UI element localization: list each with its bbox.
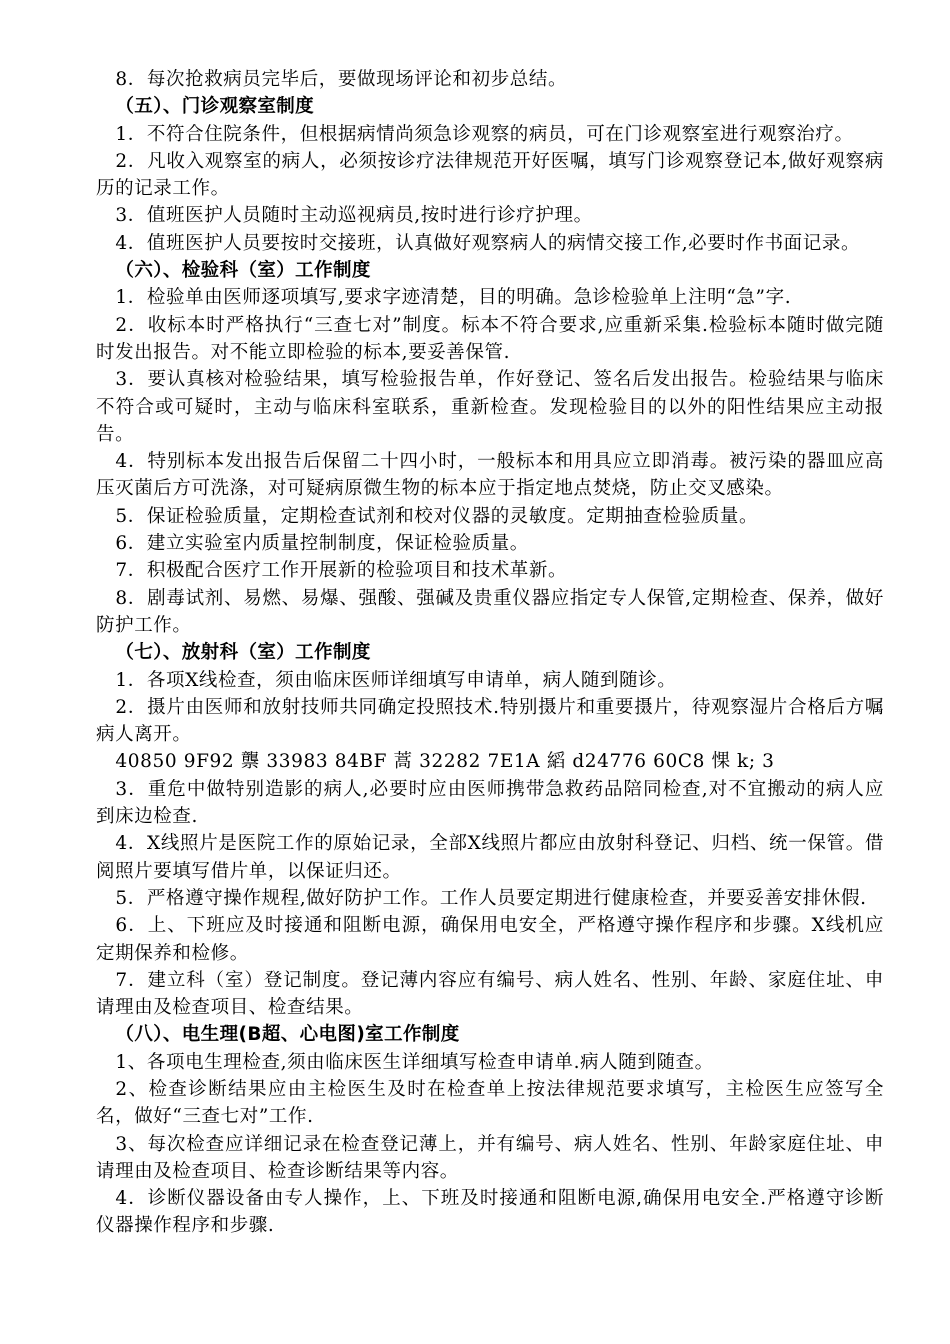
paragraph-radiology-1: 1．各项X线检查，须由临床医师详细填写申请单，病人随到随诊。 (115, 669, 677, 691)
paragraph-radiology-2: 2．摄片由医师和放射技师共同确定投照技术.特别摄片和重要摄片，待观察湿片合格后方嘱病人离开。 (96, 696, 884, 746)
paragraph-electro-2: 2、检查诊断结果应由主检医生及时在检查单上按法律规范要求填写，主检医生应签写全名，做好“三查七对”工作. (96, 1078, 884, 1128)
paragraph-radiology-4: 4．X线照片是医院工作的原始记录，全部X线照片都应由放射科登记、归档、统一保管。借阅照片要填写借片单，以保证归还。 (96, 833, 884, 882)
paragraph-observation-2: 2．凡收入观察室的病人，必须按诊疗法律规范开好医嘱，填写门诊观察登记本,做好观察病历的记录工作。 (96, 150, 884, 200)
paragraph-radiology-6: 6．上、下班应及时接通和阻断电源，确保用电安全，严格遵守操作程序和步骤。X线机应定期保养和检修。 (96, 915, 884, 964)
paragraph-lab-2: 2．收标本时严格执行“三查七对”制度。标本不符合要求,应重新采集.检验标本随时做完随时发出报告。对不能立即检验的标本,要妥善保管. (96, 314, 884, 363)
paragraph-radiology-7: 7．建立科（室）登记制度。登记薄内容应有编号、病人姓名、性别、年龄、家庭住址、申请理由及检查项目、检查结果。 (96, 969, 884, 1019)
paragraph-radiology-3: 3．重危中做特别造影的病人,必要时应由医师携带急救药品陪同检查,对不宜搬动的病人应到床边检查. (96, 778, 884, 828)
paragraph-observation-1: 1．不符合住院条件，但根据病情尚须急诊观察的病员，可在门诊观察室进行观察治疗。 (115, 123, 854, 145)
paragraph-lab-3: 3．要认真核对检验结果，填写检验报告单，作好登记、签名后发出报告。检验结果与临床不符合或可疑时，主动与临床科室联系，重新检查。发现检验目的以外的阳性结果应主动报告。 (96, 369, 884, 445)
paragraph-observation-4: 4．值班医护人员要按时交接班，认真做好观察病人的病情交接工作,必要时作书面记录。 (115, 232, 861, 254)
paragraph-lab-1: 1．检验单由医师逐项填写,要求字迹清楚，目的明确。急诊检验单上注明“急”字. (115, 287, 792, 309)
section-heading-7: （七）、放射科（室）工作制度 (115, 642, 371, 664)
paragraph-radiology-5: 5．严格遵守操作规程,做好防护工作。工作人员要定期进行健康检查，并要妥善安排休假. (115, 887, 867, 909)
section-heading-5: （五）、门诊观察室制度 (115, 96, 315, 118)
paragraph-lab-7: 7．积极配合医疗工作开展新的检验项目和技术革新。 (115, 560, 568, 582)
garbled-code-line: 40850 9F92 龒 33983 84BF 蒿 32282 7E1A 縚 d24776 60C8 惈 k; 3 (115, 751, 775, 773)
section-heading-6: （六）、检验科（室）工作制度 (115, 260, 371, 282)
paragraph-electro-4: 4．诊断仪器设备由专人操作，上、下班及时接通和阻断电源,确保用电安全.严格遵守诊断仪器操作程序和步骤. (96, 1188, 884, 1237)
paragraph-lab-8: 8．剧毒试剂、易燃、易爆、强酸、强碱及贵重仪器应指定专人保管,定期检查、保养，做好防护工作。 (96, 587, 884, 636)
paragraph-observation-3: 3．值班医护人员随时主动巡视病员,按时进行诊疗护理。 (115, 205, 593, 227)
paragraph-lab-4: 4．特别标本发出报告后保留二十四小时，一般标本和用具应立即消毒。被污染的器皿应高压灭菌后方可洗涤，对可疑病原微生物的标本应于指定地点焚烧，防止交叉感染。 (96, 451, 884, 500)
paragraph-lab-5: 5．保证检验质量，定期检查试剂和校对仪器的灵敏度。定期抽查检验质量。 (115, 505, 759, 527)
paragraph-electro-1: 1、各项电生理检查,须由临床医生详细填写检查申请单.病人随到随查。 (115, 1051, 714, 1073)
paragraph-lab-6: 6．建立实验室内质量控制制度，保证检验质量。 (115, 533, 529, 555)
section-heading-8: （八）、电生理(B超、心电图)室工作制度 (115, 1024, 460, 1046)
paragraph-electro-3: 3、每次检查应详细记录在检查登记薄上，并有编号、病人姓名、性别、年龄家庭住址、申请理由及检查项目、检查诊断结果等内容。 (96, 1133, 884, 1182)
paragraph-emergency-8: 8．每次抢救病员完毕后，要做现场评论和初步总结。 (115, 69, 568, 90)
